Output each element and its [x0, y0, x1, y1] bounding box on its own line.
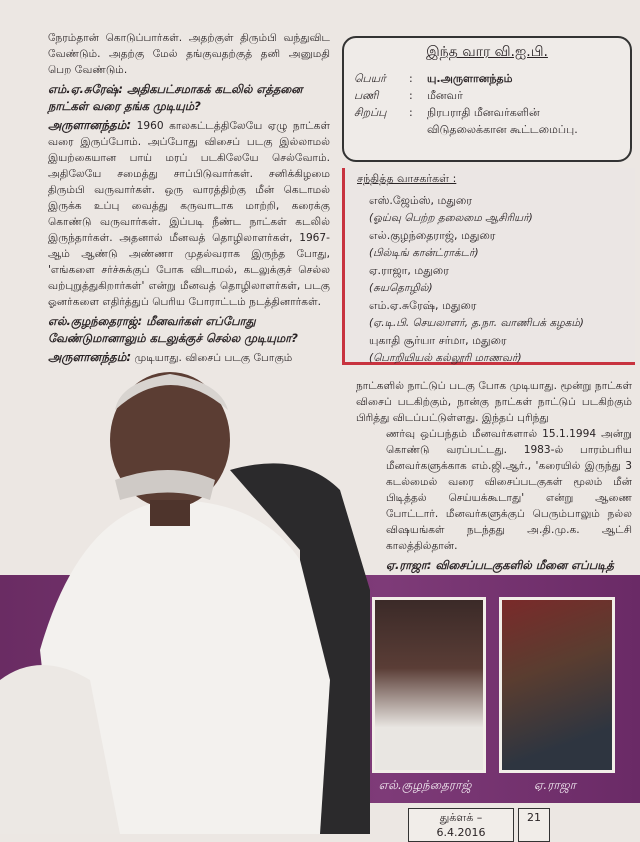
question: எல்.குழந்தைராஜ்: மீனவர்கள் எப்போது வேண்டுமானாலும் கடலுக்குச் செல்ல முடியுமா?	[48, 314, 298, 345]
vip-row-name	[344, 70, 630, 87]
reader-name: எல்.குழந்தைராஜ், மதுரை	[369, 229, 496, 242]
reader-name: எஸ்.ஜேம்ஸ், மதுரை	[369, 194, 473, 207]
speaker: அருளானந்தம்:	[48, 350, 132, 364]
label: பணி	[354, 89, 379, 102]
vip-row-job	[344, 87, 630, 104]
reader-role: (சுயதொழில்)	[369, 281, 433, 294]
label: பெயர்	[354, 72, 386, 85]
left-column-text	[48, 30, 330, 366]
interviewee-photo	[0, 360, 370, 834]
reader-role: (ஏ.டி.பி. செயலாளர், த.நா. வாணிபக் கழகம்)	[369, 316, 584, 329]
value: மீனவர்	[427, 89, 463, 102]
paragraph: நேரம்தான் கொடுப்பார்கள். அதற்குள் திரும்பி வந்துவிட வேண்டும். அதற்கு மேல் தங்குவதற்குத் தனி அனுமதி பெற வேண்டும்.	[48, 32, 330, 76]
question: ஏ.ராஜா: விசைப்படகுகளில் மீனை எப்படித்	[386, 558, 614, 572]
right-column-text	[356, 378, 632, 576]
vip-row-special	[344, 104, 630, 138]
reader-role: (பொறியியல் கல்லூரி மாணவர்)	[369, 351, 522, 364]
reader-role: (ஓய்வு பெற்ற தலைமை ஆசிரியர்)	[369, 211, 533, 224]
value: யு.அருளானந்தம்	[427, 72, 513, 85]
vip-box	[342, 36, 632, 162]
answer-text: 1960 காலகட்டத்திலேயே ஏழு நாட்கள் வரை இருப்போம். அப்போது விசைப் படகு இல்லாமல் இயற்கையான பாய் மரப் படகிலேயே செல்வோம். அதிலேயே சமைத்து சாப்பிடுவார்கள். சனிக்கிழமை திரும்பி வருவார்கள். ஒரு வாரத்திற்கு மீன் கெடாமல் இருக்க உப்பு வைத்து கருவாடாக மாற்றி, கரைக்கு கொண்டு வருவார்கள். இப்படி நீண்ட நாட்கள் கடலில் இருந்தார்கள். அதனால் மீனவத் தொழிலாளர்கள், 1967-ஆம் ஆண்டு அண்ணா முதல்வராக இருந்த போது, 'எங்களை சர்ச்சுக்குப் போக விடாமல், கடலுக்குச் செல்ல வற்புறுத்துகிறார்கள்' என்று மீனவத் தொழிலாளர்கள், படகு ஓனர்களை எதிர்த்துப் பெரிய போராட்டம் நடத்தினார்கள்.	[48, 120, 331, 308]
paragraph: நாட்களில் நாட்டுப் படகு போக முடியாது. மூன்று நாட்கள் விசைப் படகிற்கும், நான்கு நாட்கள் நாட்டுப் படகிற்கும் பிரித்து விடப்பட்டுள்ளது. இந்தப் புரிந்து	[356, 380, 632, 424]
reader-name: எம்.ஏ.சுரேஷ், மதுரை	[369, 299, 477, 312]
colon: :	[409, 72, 413, 85]
vip-title: இந்த வார வி.ஐ.பி.	[426, 44, 548, 60]
value: நிரபராதி மீனவர்களின் விடுதலைக்கான கூட்டமைப்பு.	[427, 106, 578, 136]
colon: :	[409, 106, 413, 119]
question: எம்.ஏ.சுரேஷ்: அதிகபட்சமாகக் கடலில் எத்தனை நாட்கள் வரை தங்க முடியும்?	[48, 82, 303, 113]
readers-heading: சந்தித்த வாசகர்கள் :	[357, 172, 457, 185]
magazine-date: துக்ளக் – 6.4.2016	[408, 808, 514, 842]
paragraph: ணர்வு ஒப்பந்தம் மீனவர்களால் 15.1.1994 அன்று கொண்டு வரப்பட்டது. 1983-ல் பாரம்பரிய மீனவர்களுக்காக எம்.ஜி.ஆர்., 'கரையில் இருந்து 3 கடல்மைல் வரை விசைப்படகுகள் மூலம் மீன் பிடித்தல் செய்யக்கூடாது' என்று ஆணை போட்டார். மீனவர்களுக்குப் பெரும்பாலும் நல்ல விஷயங்கள் நடந்தது அ.தி.மு.க. ஆட்சி காலத்தில்தான்.	[386, 428, 632, 552]
reader-name: ஏ.ராஜா, மதுரை	[369, 264, 449, 277]
readers-box	[342, 168, 635, 365]
photo-kuzhandhairaj	[372, 597, 486, 773]
reader-name: யுகாதி சூர்யா சர்மா, மதுரை	[369, 334, 507, 347]
speaker: அருளானந்தம்:	[48, 118, 132, 132]
caption-photo1: எல்.குழந்தைராஜ்	[378, 778, 472, 792]
label: சிறப்பு	[354, 106, 387, 119]
page-number: 21	[518, 808, 550, 842]
reader-role: (பில்டிங் கான்ட்ராக்டர்)	[369, 246, 479, 259]
colon: :	[409, 89, 413, 102]
answer	[48, 117, 330, 310]
answer-text: முடியாது. விசைப் படகு போகும்	[134, 352, 293, 364]
answer	[48, 349, 330, 366]
caption-photo2: ஏ.ராஜா	[534, 778, 576, 792]
photo-raja	[499, 597, 615, 773]
page-footer	[408, 808, 550, 842]
